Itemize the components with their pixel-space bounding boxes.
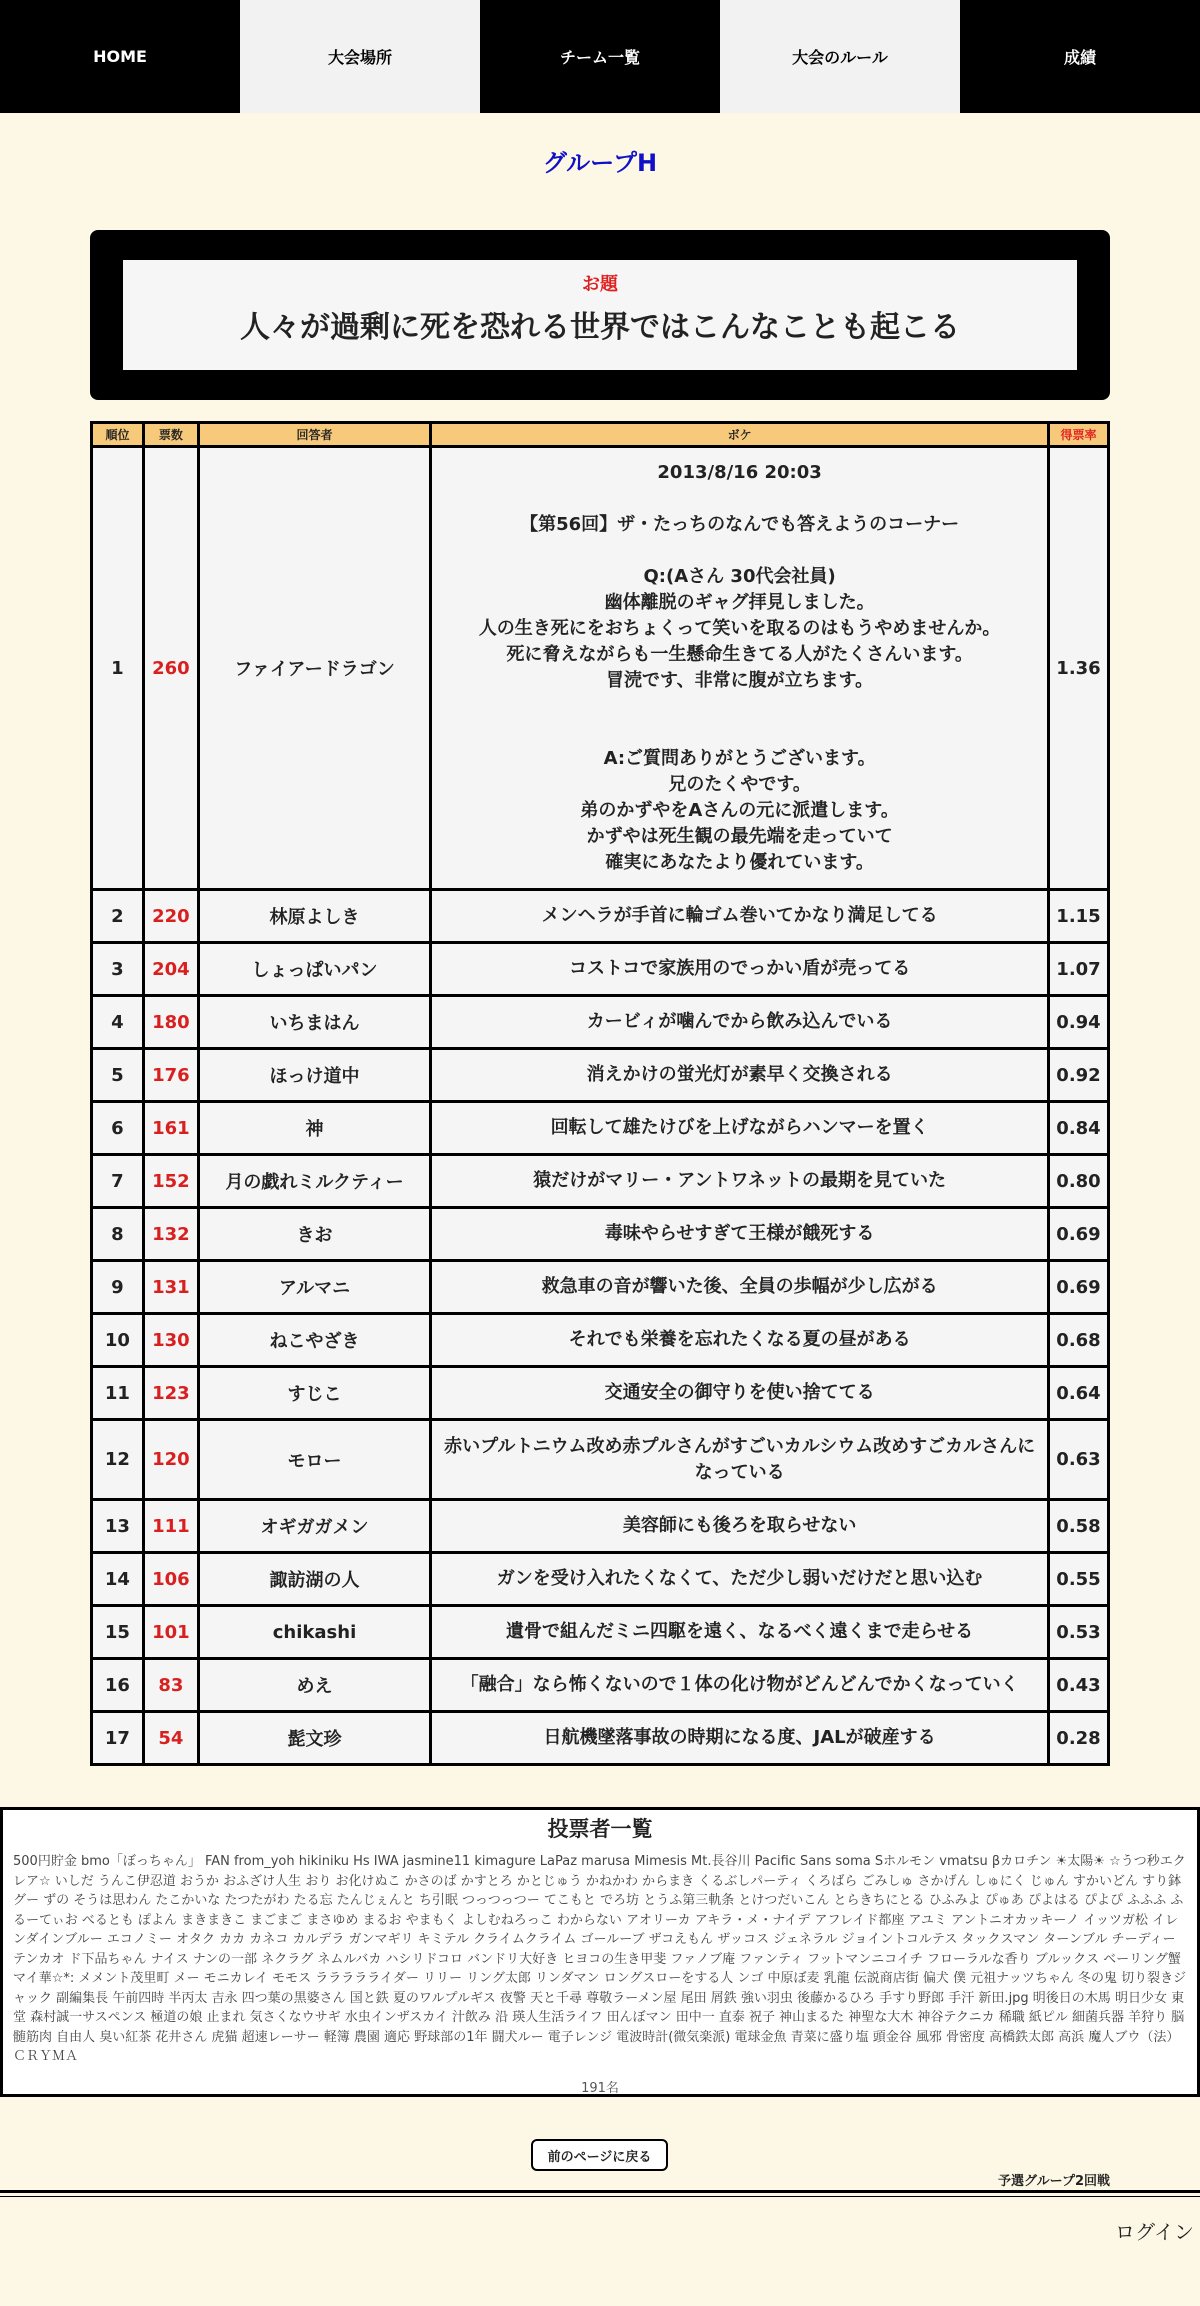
col-answerer-header: 回答者: [198, 423, 430, 447]
col-votes-header: 票数: [143, 423, 198, 447]
boke-cell: 毒味やらせすぎて王様が餓死する: [431, 1208, 1049, 1261]
nav-results[interactable]: 成績: [960, 0, 1200, 113]
boke-cell: 赤いプルトニウム改め赤プルさんがすごいカルシウム改めすごカルさんになっている: [431, 1420, 1049, 1500]
voters-panel: [0, 1807, 1200, 2097]
rank-cell: 8: [92, 1208, 144, 1261]
table-row: [92, 1500, 1109, 1553]
table-row: [92, 1208, 1109, 1261]
rank-cell: 15: [92, 1606, 144, 1659]
ranking-table: [90, 421, 1110, 1766]
rank-cell: 3: [92, 943, 144, 996]
col-boke-header: ボケ: [431, 423, 1049, 447]
boke-cell: 回転して雄たけびを上げながらハンマーを置く: [431, 1102, 1049, 1155]
voters-list: 500円貯金 bmo「ぼっちゃん」 FAN from_yoh hikiniku Hs IWA jasmine11 kimagure LaPaz marusa Mimesis Mt.長谷川 Pacific Sans soma Sホルモン vmatsu βカロチン ☀太陽☀ ☆うつ秒エクレア☆ いしだ うんこ伊忍道 おうか おふざけ人生 おり お化けぬこ かさのば かすとろ かとじゅう かねかわ からまき くるぶしパーティ くろばら ごみしゅ さかげん しゅにく じゅん すかいどん すり鉢グー ずの そうは思わん たこかいな たつたがわ たる忘 たんじぇんと ち引眠 つっつっつー てこもと でろ坊 とうふ第三軌条 とけつだいこん とらきちにとる ひふみよ ぴゅあ ぴよはる ぴよぴ ふふふ ふるーてぃお べるとも ぽよん まきまきこ まごまご まさゆめ まるお やまもく よしむねろっこ わからない アオリーカ アキラ・メ・ナイデ アフレイド都座 アユミ アントニオカッキーノ イッツガ松 イレンダインブルー エコノミー オタク カカ カネコ カルデラ ガンマギリ キミテル クライムクライム ゴールーブ ザコえもん ザッコス ジェネラル ジョイントコルテス タックスマン ターンブル チーディー テンカオ ド下品ちゃん ナイス ナンの一部 ネクラグ ネムルバカ ハシリドコロ バンドリ大好き ヒヨコの生き甲斐 ファノブ庵 ファンティ フットマンニコイチ フローラルな香り ブルックス ベーリング蟹 マイ華☆*: メメント茂里町 メー モニカレイ モモス ララララライダー リリー リング太郎 リンダマン ロングスローをする人 ンゴ 中原ぼ麦 乳龍 伝説商店街 偏犬 僕 元祖ナッツちゃん 冬の鬼 切り裂きジャック 副編集長 午前四時 半丙太 吉永 四つ葉の黒婆さん 国と鉄 夏のワルプルギス 夜警 天と千尋 尊敬ラーメン屋 尾田 屑鉄 強い羽虫 後藤かるひろ 手すり野郎 手汗 新田.jpg 明後日の木馬 明日少女 東堂 森村誠一サスペンス 極道の娘 止まれ 気さくなウサギ 水虫インザスカイ 汁飲み 沿 瑛人生活ライフ 田んぼマン 田中一 直泰 祝子 神山まるた 神聖な大木 神谷テクニカ 稀職 紙ピル 細菌兵器 羊狩り 脳髄筋肉 自由人 臭い紅茶 花井さん 虎猫 超速レーサー 軽簿 農園 適応 野球部の1年 闘犬ルー 電子レンジ 電波時計(微気楽派) 電球金魚 青菜に盛り塩 頭金谷 風邪 骨密度 高橋鉄太郎 高浜 魔人ブウ（法） ＣＲＹＭＡ: [13, 1854, 1187, 2064]
login-link[interactable]: ログイン: [1115, 2220, 1194, 2244]
rate-cell: 0.53: [1049, 1606, 1109, 1659]
boke-cell: 猿だけがマリー・アントワネットの最期を見ていた: [431, 1155, 1049, 1208]
table-row: [92, 1102, 1109, 1155]
votes-cell: 152: [143, 1155, 198, 1208]
table-row: [92, 1314, 1109, 1367]
rank-cell: 17: [92, 1712, 144, 1765]
table-header-row: [92, 423, 1109, 447]
topic-panel: [123, 260, 1077, 370]
table-row: [92, 890, 1109, 943]
col-rate-header: 得票率: [1049, 423, 1109, 447]
answerer-cell: ねこやざき: [198, 1314, 430, 1367]
rate-cell: 0.92: [1049, 1049, 1109, 1102]
answerer-cell: 月の戯れミルクティー: [198, 1155, 430, 1208]
table-row: [92, 1155, 1109, 1208]
nav-teams[interactable]: チーム一覧: [480, 0, 720, 113]
rate-cell: 0.84: [1049, 1102, 1109, 1155]
rank-cell: 14: [92, 1553, 144, 1606]
votes-cell: 204: [143, 943, 198, 996]
votes-cell: 180: [143, 996, 198, 1049]
rate-cell: 0.64: [1049, 1367, 1109, 1420]
boke-cell: 交通安全の御守りを使い捨ててる: [431, 1367, 1049, 1420]
answerer-cell: chikashi: [198, 1606, 430, 1659]
boke-cell: 救急車の音が響いた後、全員の歩幅が少し広がる: [431, 1261, 1049, 1314]
rank-cell: 9: [92, 1261, 144, 1314]
boke-cell: ガンを受け入れたくなくて、ただ少し弱いだけだと思い込む: [431, 1553, 1049, 1606]
answerer-cell: 髭文珍: [198, 1712, 430, 1765]
back-button[interactable]: 前のページに戻る: [531, 2139, 668, 2171]
rate-cell: 0.63: [1049, 1420, 1109, 1500]
votes-cell: 220: [143, 890, 198, 943]
answerer-cell: ほっけ道中: [198, 1049, 430, 1102]
boke-cell: 「融合」なら怖くないので１体の化け物がどんどんでかくなっていく: [431, 1659, 1049, 1712]
table-row: [92, 1420, 1109, 1500]
answerer-cell: いちまはん: [198, 996, 430, 1049]
boke-cell: 2013/8/16 20:03 【第56回】ザ・たっちのなんでも答えようのコーナー Q:(Aさん 30代会社員) 幽体離脱のギャグ拝見しました。 人の生き死にをおちょくって笑いを取るのはもうやめませんか。 死に脅えながらも一生懸命生きてる人がたくさんいます。 冒涜です、非常に腹が立ちます。 A:ご質問ありがとうございます。 兄のたくやです。 弟のかずやをAさんの元に派遣します。 かずやは死生観の最先端を走っていて 確実にあなたより優れています。: [431, 447, 1049, 890]
rank-cell: 7: [92, 1155, 144, 1208]
table-row: [92, 1553, 1109, 1606]
rate-cell: 1.07: [1049, 943, 1109, 996]
rate-cell: 1.36: [1049, 447, 1109, 890]
votes-cell: 130: [143, 1314, 198, 1367]
votes-cell: 123: [143, 1367, 198, 1420]
topic-text: 人々が過剰に死を恐れる世界ではこんなことも起こる: [240, 310, 960, 345]
rate-cell: 0.55: [1049, 1553, 1109, 1606]
nav-home[interactable]: HOME: [0, 0, 240, 113]
votes-cell: 120: [143, 1420, 198, 1500]
answerer-cell: すじこ: [198, 1367, 430, 1420]
table-row: [92, 943, 1109, 996]
table-body: [92, 447, 1109, 1765]
table-row: [92, 1606, 1109, 1659]
round-label: 予選グループ2回戦: [997, 2174, 1110, 2189]
rate-cell: 0.69: [1049, 1208, 1109, 1261]
rank-cell: 12: [92, 1420, 144, 1500]
answerer-cell: 林原よしき: [198, 890, 430, 943]
rank-cell: 10: [92, 1314, 144, 1367]
votes-cell: 111: [143, 1500, 198, 1553]
col-rank-header: 順位: [92, 423, 144, 447]
rank-cell: 4: [92, 996, 144, 1049]
nav-rules[interactable]: 大会のルール: [720, 0, 960, 113]
votes-cell: 132: [143, 1208, 198, 1261]
top-nav: [0, 0, 1200, 113]
boke-cell: 消えかけの蛍光灯が素早く交換される: [431, 1049, 1049, 1102]
answerer-cell: 諏訪湖の人: [198, 1553, 430, 1606]
boke-cell: メンヘラが手首に輪ゴム巻いてかなり満足してる: [431, 890, 1049, 943]
table-row: [92, 1712, 1109, 1765]
rate-cell: 0.28: [1049, 1712, 1109, 1765]
page-title: グループH: [542, 149, 658, 177]
topic-box: [90, 230, 1110, 400]
votes-cell: 83: [143, 1659, 198, 1712]
table-row: [92, 1367, 1109, 1420]
votes-cell: 161: [143, 1102, 198, 1155]
footer-divider: [0, 2190, 1200, 2193]
boke-cell: それでも栄養を忘れたくなる夏の昼がある: [431, 1314, 1049, 1367]
nav-venue[interactable]: 大会場所: [240, 0, 480, 113]
rate-cell: 0.58: [1049, 1500, 1109, 1553]
answerer-cell: しょっぱいパン: [198, 943, 430, 996]
boke-cell: コストコで家族用のでっかい盾が売ってる: [431, 943, 1049, 996]
table-row: [92, 1659, 1109, 1712]
answerer-cell: めえ: [198, 1659, 430, 1712]
boke-cell: 美容師にも後ろを取らせない: [431, 1500, 1049, 1553]
boke-cell: カービィが噛んでから飲み込んでいる: [431, 996, 1049, 1049]
votes-cell: 106: [143, 1553, 198, 1606]
rank-cell: 5: [92, 1049, 144, 1102]
votes-cell: 101: [143, 1606, 198, 1659]
votes-cell: 54: [143, 1712, 198, 1765]
votes-cell: 260: [143, 447, 198, 890]
rate-cell: 0.43: [1049, 1659, 1109, 1712]
answerer-cell: きお: [198, 1208, 430, 1261]
rank-cell: 16: [92, 1659, 144, 1712]
footer-divider-thin: [0, 2196, 1200, 2197]
rate-cell: 0.94: [1049, 996, 1109, 1049]
rate-cell: 0.68: [1049, 1314, 1109, 1367]
table-row: [92, 1049, 1109, 1102]
answerer-cell: ファイアードラゴン: [198, 447, 430, 890]
rate-cell: 0.80: [1049, 1155, 1109, 1208]
votes-cell: 176: [143, 1049, 198, 1102]
rank-cell: 11: [92, 1367, 144, 1420]
rate-cell: 0.69: [1049, 1261, 1109, 1314]
table-row: [92, 996, 1109, 1049]
rate-cell: 1.15: [1049, 890, 1109, 943]
rank-cell: 2: [92, 890, 144, 943]
answerer-cell: モロー: [198, 1420, 430, 1500]
topic-label: お題: [582, 274, 618, 295]
rank-cell: 6: [92, 1102, 144, 1155]
voters-count: 191名: [581, 2080, 619, 2096]
answerer-cell: 神: [198, 1102, 430, 1155]
votes-cell: 131: [143, 1261, 198, 1314]
boke-cell: 日航機墜落事故の時期になる度、JALが破産する: [431, 1712, 1049, 1765]
rank-cell: 13: [92, 1500, 144, 1553]
answerer-cell: オギガガメン: [198, 1500, 430, 1553]
rank-cell: 1: [92, 447, 144, 890]
boke-cell: 遺骨で組んだミニ四駆を遠く、なるべく遠くまで走らせる: [431, 1606, 1049, 1659]
table-row: [92, 447, 1109, 890]
table-row: [92, 1261, 1109, 1314]
voters-title: 投票者一覧: [547, 1817, 653, 1841]
answerer-cell: アルマニ: [198, 1261, 430, 1314]
